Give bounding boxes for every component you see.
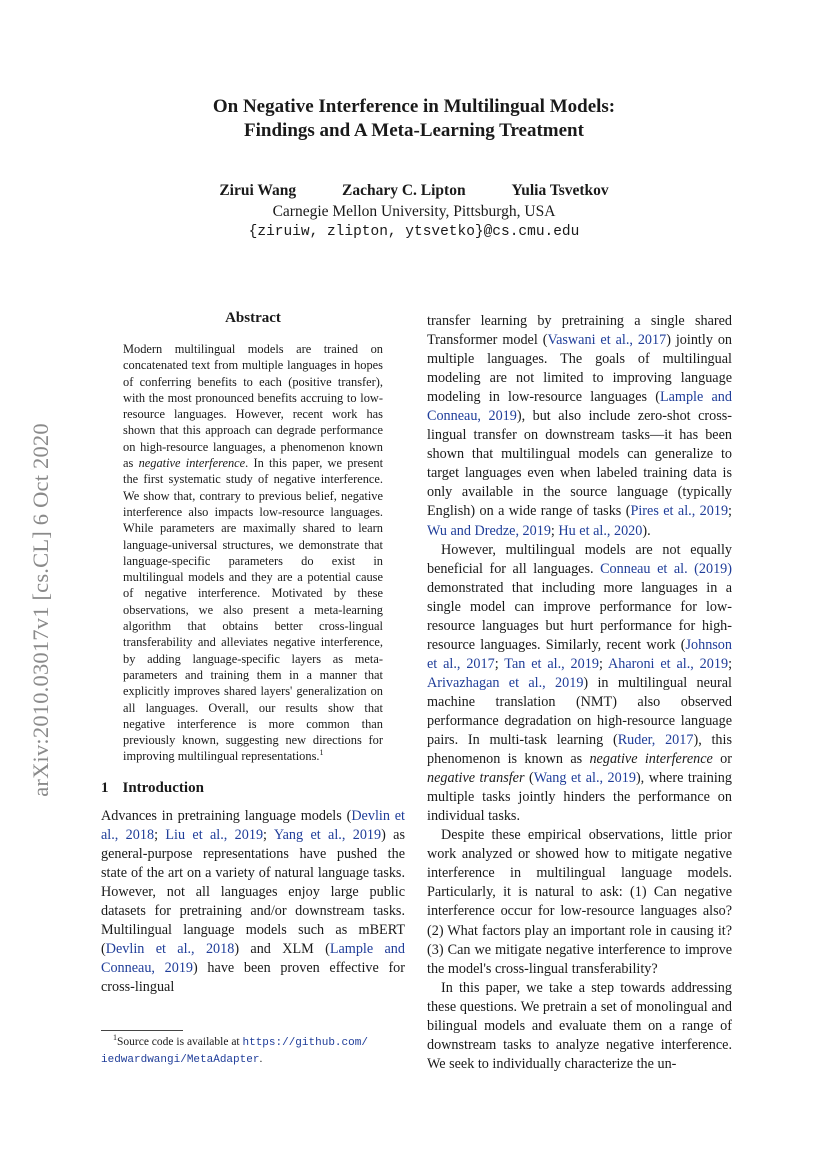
section-number: 1 [101,779,109,796]
paragraph-text: ; [263,826,274,843]
paragraph-text: Advances in pretraining language models ( [101,807,352,824]
citation-link[interactable]: Vaswani et al., 2017 [547,332,667,349]
paper-title [0,95,828,143]
paragraph-text: transfer learning by pretraining a single shared Transformer model ( [427,313,732,349]
section-title: Introduction [122,779,204,796]
right-column [427,312,732,1074]
author-emails: {ziruiw, zlipton, ytsvetko}@cs.cmu.edu [248,224,580,240]
footnote-url-1[interactable]: https://github.com/ [242,1037,368,1049]
author-names [0,180,828,201]
citation-link[interactable]: Hu et al., 2020 [558,522,643,539]
affiliation: Carnegie Mellon University, Pittsburgh, USA [272,203,556,220]
abstract-text-2: . In this paper, we present the first systematic study of negative interference. We show that, contrary to previous belief, negative interference also impacts low-resource languages. While parameters are maximally shared to learn language-universal structures, we demonstrate that language-specific parameters do exist in multilingual models and they are a potential cause of negative interference. Motivated by these observations, we also present a meta-learning algorithm that obtains better cross-lingual transferability and alleviates negative interference, by adding language-specific layers as meta-parameters and training them in a manner that explicitly improves shared layers' generalization on all languages. Overall, our results show that negative interference is more common than previously known, suggesting new directions for improving multilingual representations. [123,456,384,764]
arxiv-identifier: arXiv:2010.03017v1 [cs.CL] 6 Oct 2020 [28,423,53,797]
paragraph-text: Despite these empirical observations, little prior work analyzed or showed how to mitigate negative interference in multilingual language models. Particularly, it is natural to ask: (1) Can negative interference occur for low-resource languages also? (2) What factors play an important role in causing it? (3) Can we mitigate negative interference to improve the model's cross-lingual transferability? [427,827,732,977]
author-block [0,180,828,243]
paragraph-text: ) in multilingual neural machine translation (NMT) also observed performance degradation on high-resource language pairs. In multi-task learning ( [427,674,732,749]
intro-paragraph-4 [427,979,732,1074]
footnote-end: . [259,1052,263,1065]
paragraph-text: ), where training multiple tasks jointly hinders the performance on individual tasks. [427,770,732,825]
citation-link[interactable]: Wu and Dredze, 2019 [427,522,551,539]
intro-paragraph-1-start [101,807,405,997]
arxiv-sidebar [28,375,54,845]
footnote-ref[interactable]: 1 [319,748,324,758]
title-line-2: Findings and A Meta-Learning Treatment [244,120,584,141]
citation-link[interactable]: Aharoni et al., 2019 [607,655,729,672]
citation-link[interactable]: Devlin et al., 2018 [101,807,405,843]
left-column [101,310,405,997]
abstract-heading: Abstract [225,310,281,326]
title-line-1: On Negative Interference in Multilingual Models: [212,96,616,117]
citation-link[interactable]: Arivazhagan et al., 2019 [427,674,584,691]
footnote-url-2[interactable]: iedwardwangi/MetaAdapter [101,1053,260,1066]
paragraph-text: ; [598,655,608,672]
abstract-emphasis: negative interference [138,456,246,471]
paragraph-text: ; [728,503,732,520]
abstract-body [123,341,383,765]
author-3: Yulia Tsvetkov [511,182,609,199]
emphasis-text: negative interference [589,751,713,768]
abstract-text-1: Modern multilingual models are trained on concatenated text from multiple languages in hopes of conferring benefits to each (positive transfer), with the most pronounced benefits accruing to low-resource languages. However, recent work has shown that this approach can degrade performance on high-resource languages, a phenomenon known as [123,342,383,471]
author-2: Zachary C. Lipton [342,182,466,199]
footnote [101,1035,411,1068]
paragraph-text: In this paper, we take a step towards addressing these questions. We pretrain a set of monolingual and bilingual models and evaluate them on a range of downstream tasks to analyze negative interference. We seek to individually characterize the un- [427,979,732,1072]
paragraph-text: However, multilingual models are not equally beneficial for all languages. [427,541,732,577]
citation-link[interactable]: Johnson et al., 2017 [427,636,732,672]
paragraph-text: ) and XLM ( [234,941,330,958]
paragraph-text: ; [494,655,505,672]
paragraph-text: ), but also include zero-shot cross-lingual transfer on downstream tasks—it has been shown that multilingual models can generalize to target languages even when labeled training data is only available in the source language (typically English) on a wide range of tasks ( [427,408,733,520]
paragraph-text: ) have been proven effective for cross-lingual [101,960,405,996]
citation-link[interactable]: Ruder, 2017 [617,732,694,749]
paragraph-text: ; [550,522,559,539]
section-heading-introduction [101,780,405,797]
paragraph-text: ; [154,826,166,843]
paragraph-text: ; [728,655,733,672]
paragraph-text: or [712,751,732,768]
footnote-divider [101,1030,183,1031]
author-1: Zirui Wang [219,182,297,199]
intro-paragraph-1-cont [427,312,732,541]
citation-link[interactable]: Devlin et al., 2018 [105,941,235,958]
paragraph-text: ( [524,770,534,787]
paragraph-text: ) jointly on multiple languages. The goals of multilingual modeling are not limited to improving language modeling in low-resource languages ( [427,332,733,406]
paragraph-text: ). [642,522,651,539]
citation-link[interactable]: Conneau et al. (2019) [600,560,732,577]
citation-link[interactable]: Lample and Conneau, 2019 [101,941,405,977]
footnote-mark: 1 [113,1033,117,1043]
citation-link[interactable]: Lample and Conneau, 2019 [427,389,732,425]
citation-link[interactable]: Tan et al., 2019 [504,655,599,672]
citation-link[interactable]: Pires et al., 2019 [630,503,729,520]
emphasis-text: negative transfer [427,770,525,787]
paragraph-text: ) as general-purpose representations have pushed the state of the art on a variety of natural language tasks. However, not all languages enjoy large public datasets for pretraining and/or downstream tasks. Multilingual language models such as mBERT ( [101,826,405,958]
footnote-text: Source code is available at [117,1036,243,1048]
paragraph-text: demonstrated that including more languages in a single model can improve performance for low-resource languages but hurt performance for high-resource languages. Similarly, recent work ( [427,579,732,653]
intro-paragraph-3 [427,826,732,978]
citation-link[interactable]: Liu et al., 2019 [165,826,264,843]
citation-link[interactable]: Yang et al., 2019 [273,826,382,843]
paragraph-text: ), this phenomenon is known as [427,732,732,768]
intro-paragraph-2 [427,541,732,827]
citation-link[interactable]: Wang et al., 2019 [533,770,636,787]
